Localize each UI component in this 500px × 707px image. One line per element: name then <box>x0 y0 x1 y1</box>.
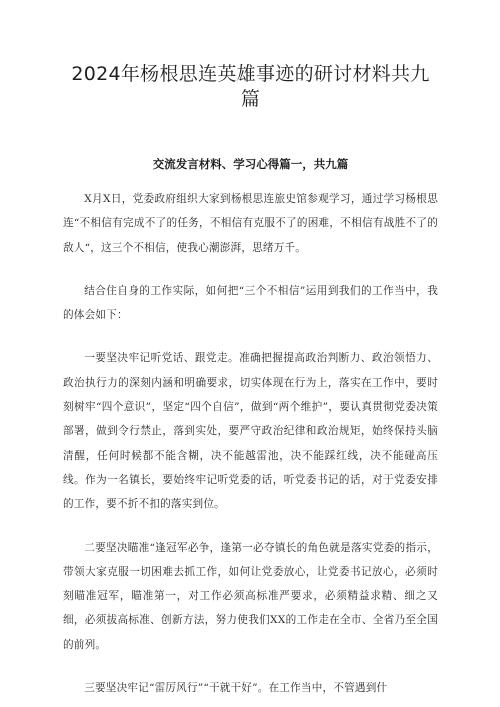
paragraph-point-three: 三要坚决牢记“雷厉风行”“干就干好”。在工作当中，不管遇到什 <box>84 682 388 695</box>
paragraph-reflection: 结合住自身的工作实际，如何把“三个不相信”运用到我们的工作当中，我的体会如下： <box>63 284 438 322</box>
document-title: 2024年杨根思连英雄事迹的研讨材料共九篇 <box>71 63 430 110</box>
paragraph-point-one: 一要坚决牢记听党话、跟党走。准确把握提高政治判断力、政治领悟力、政治执行力的深刻内涵和明确要求，切实体现在行为上，落实在工作中，要时刻树牢“四个意识”，坚定“四个自信”，做到“两个维护”，要认真贯彻党委决策部署，做到令行禁止，落到实处，要严守政治纪律和政治规矩，始终保持头脑清醒，任何时候都不能含糊，决不能越雷池，决不能踩红线，决不能碰高压线。作为一名镇长，要始终牢记听党委的话，听党委书记的话，对于党委安排的工作，要不折不扣的落实到位。 <box>63 352 438 511</box>
paragraph-intro: X月X日，党委政府组织大家到杨根思连旅史馆参观学习，通过学习杨根思连“不相信有完成不了的任务，不相信有克服不了的困难，不相信有战胜不了的敌人“，这三个不相信，使我心潮澎湃，思绪万千。 <box>63 193 438 254</box>
document-subtitle: 交流发言材料、学习心得篇一，共九篇 <box>152 157 349 171</box>
paragraph-point-two: 二要坚决瞄准“逢冠军必争，逢第一必夺镇长的角色就是落实党委的指示，带领大家克服一切困难去抓工作，如何让党委放心，让党委书记放心，必须时刻瞄准冠军，瞄准第一，对工作必须高标准严要求，必须精益求精、细之又细，必须拔高标准、创新方法，努力使我们XX的工作走在全市、全省乃至全国的前列。 <box>63 541 438 651</box>
